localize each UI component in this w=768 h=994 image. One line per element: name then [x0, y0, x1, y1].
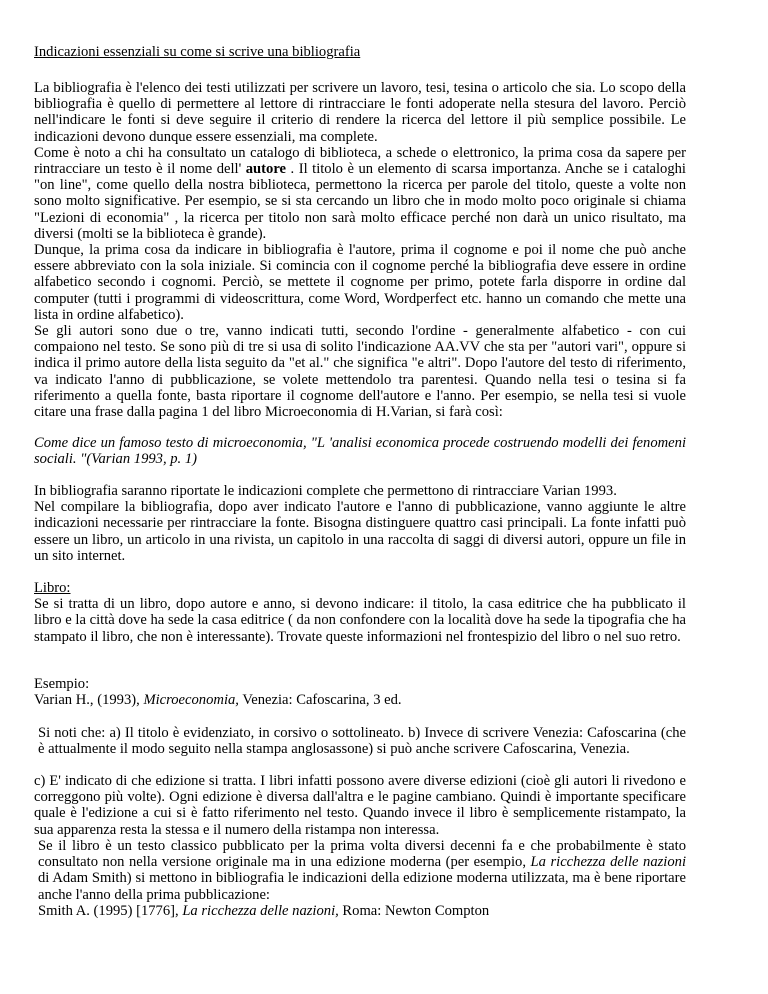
libro-paragraph: Se si tratta di un libro, dopo autore e anno, si devono indicare: il titolo, la casa editrice che ha pubblicato il libro e la città dove ha sede la casa editrice ( da non confondere con la località dove ha sede la tipografia che ha stampato il libro, che non è interessante). Trovate queste informazioni nel frontespizio del libro o nel suo retro. [34, 596, 686, 645]
page-title: Indicazioni essenziali su come si scrive una bibliografia [34, 44, 361, 60]
example-rest: Venezia: Cafoscarina, 3 ed. [238, 692, 402, 709]
smith-author: Smith A. (1995) [1776], [38, 902, 183, 919]
example-citation [34, 692, 686, 708]
n3-text-after: di Adam Smith) si mettono in bibliografia le indicazioni della edizione moderna utilizzata, ma è bene riportare anche l'anno della prima pubblicazione: [38, 870, 686, 903]
notes-paragraph-2: c) E' indicato di che edizione si tratta. I libri infatti possono avere diverse edizioni (cioè gli autori li rivedono e correggono più volte). Ogni edizione è diversa dall'altra e le pagine cambiano. Quindi è importante specificare quale è l'edizione a cui si è fatto riferimento nel testo. Quando invece il libro è semplicemente ristampato, la sua apparenza resta la stessa e il numero della ristampa non interessa. [34, 773, 686, 838]
n3-text-before: Se il libro è un testo classico pubblicato per la prima volta diversi decenni fa e che probabilmente è stato consultato non nella versione originale ma in una edizione moderna (per esempio, [38, 838, 686, 871]
citation-quote: Come dice un famoso testo di microeconomia, "L 'analisi economica procede costruendo modelli dei fenomeni sociali. "(Varian 1993, p. 1) [34, 435, 686, 468]
section-2 [34, 483, 686, 564]
smith-rest: Roma: Newton Compton [338, 902, 490, 919]
section2-paragraph-2: Nel compilare la bibliografia, dopo aver indicato l'autore e l'anno di pubblicazione, vanno aggiunte le altre indicazioni necessarie per rintracciare la fonte. Bisogna distinguere quattro casi principali. La fonte infatti può essere un libro, un articolo in una rivista, un capitolo in una raccolta di saggi di diversi autori, oppure un file in un sito internet. [34, 499, 686, 564]
intro-section [34, 80, 686, 420]
intro-p2-text-before: Come è noto a chi ha consultato un catalogo di biblioteca, a schede o elettronico, la prima cosa da sapere per rintracciare un testo è il nome dell' [34, 144, 686, 178]
smith-title: La ricchezza delle nazioni, [182, 902, 339, 919]
intro-paragraph-2 [34, 145, 686, 242]
n3-italic-title: La ricchezza delle nazioni [530, 854, 686, 871]
example-author: Varian H., (1993), [34, 692, 144, 709]
libro-heading: Libro: [34, 580, 71, 596]
intro-paragraph-4: Se gli autori sono due o tre, vanno indicati tutti, secondo l'ordine - generalmente alfabetico - con cui compaiono nel testo. Se sono più di tre si usa di solito l'indicazione AA.VV che sta per "autori vari", oppure si indica il primo autore della lista seguito da "et al." che significa "e altri". Dopo l'autore del testo di riferimento, va indicato l'anno di pubblicazione, se volete mettendolo tra parentesi. Quando nella tesi o tesina si fa riferimento a quella fonte, basta riportare il cognome dell'autore e l'anno. Per esempio, se nella tesi si vuole citare una frase dalla pagina 1 del libro Microeconomia di H.Varian, si farà così: [34, 323, 686, 421]
smith-citation [38, 903, 686, 919]
intro-paragraph-3: Dunque, la prima cosa da indicare in bibliografia è l'autore, prima il cognome e poi il nome che può anche essere abbreviato con la sola iniziale. Si comincia con il cognome perché la bibliografia deve essere in ordine alfabetico secondo i cognomi. Perciò, se mettete il cognome per primo, potete farla disporre in ordine dal computer (tutti i programmi di videoscrittura, come Word, Wordperfect etc. hanno un comando che mette una lista in ordine alfabetico). [34, 242, 686, 323]
example-title: Microeconomia, [143, 692, 239, 709]
notes-paragraph-1: Si noti che: a) Il titolo è evidenziato, in corsivo o sottolineato. b) Invece di scrivere Venezia: Cafoscarina (che è attualmente il modo seguito nella stampa anglosassone) si può anche scrivere Cafoscarina, Venezia. [38, 725, 686, 758]
section2-paragraph-1: In bibliografia saranno riportate le indicazioni complete che permettono di rintracciare Varian 1993. [34, 483, 617, 499]
intro-p2-text-after: . Il titolo è un elemento di scarsa importanza. Anche se i cataloghi "on line", come quello della nostra biblioteca, permettono la ricerca per parole del titolo, queste a volte non sono molto significative. Per esempio, se si sta cercando un libro che in modo molto poco originale si chiama "Lezioni di economia" , la ricerca per titolo non sarà molto efficace perché non darà un unico risultato, ma diversi (molti se la biblioteca è grande). [34, 161, 686, 242]
libro-section [34, 580, 686, 645]
notes-paragraph-3 [38, 838, 686, 903]
notes-section-3 [38, 838, 686, 919]
intro-paragraph-1: La bibliografia è l'elenco dei testi utilizzati per scrivere un lavoro, tesi, tesina o articolo che sia. Lo scopo della bibliografia è quello di permettere al lettore di rintracciare le fonti adoperate nella stesura del lavoro. Perciò nell'indicare le fonti si deve seguire il criterio di rendere la ricerca del lettore il più semplice possibile. Le indicazioni devono dunque essere essenziali, ma complete. [34, 80, 686, 145]
autore-bold: autore [245, 161, 287, 178]
example-section [34, 676, 686, 708]
example-label: Esempio: [34, 676, 90, 692]
